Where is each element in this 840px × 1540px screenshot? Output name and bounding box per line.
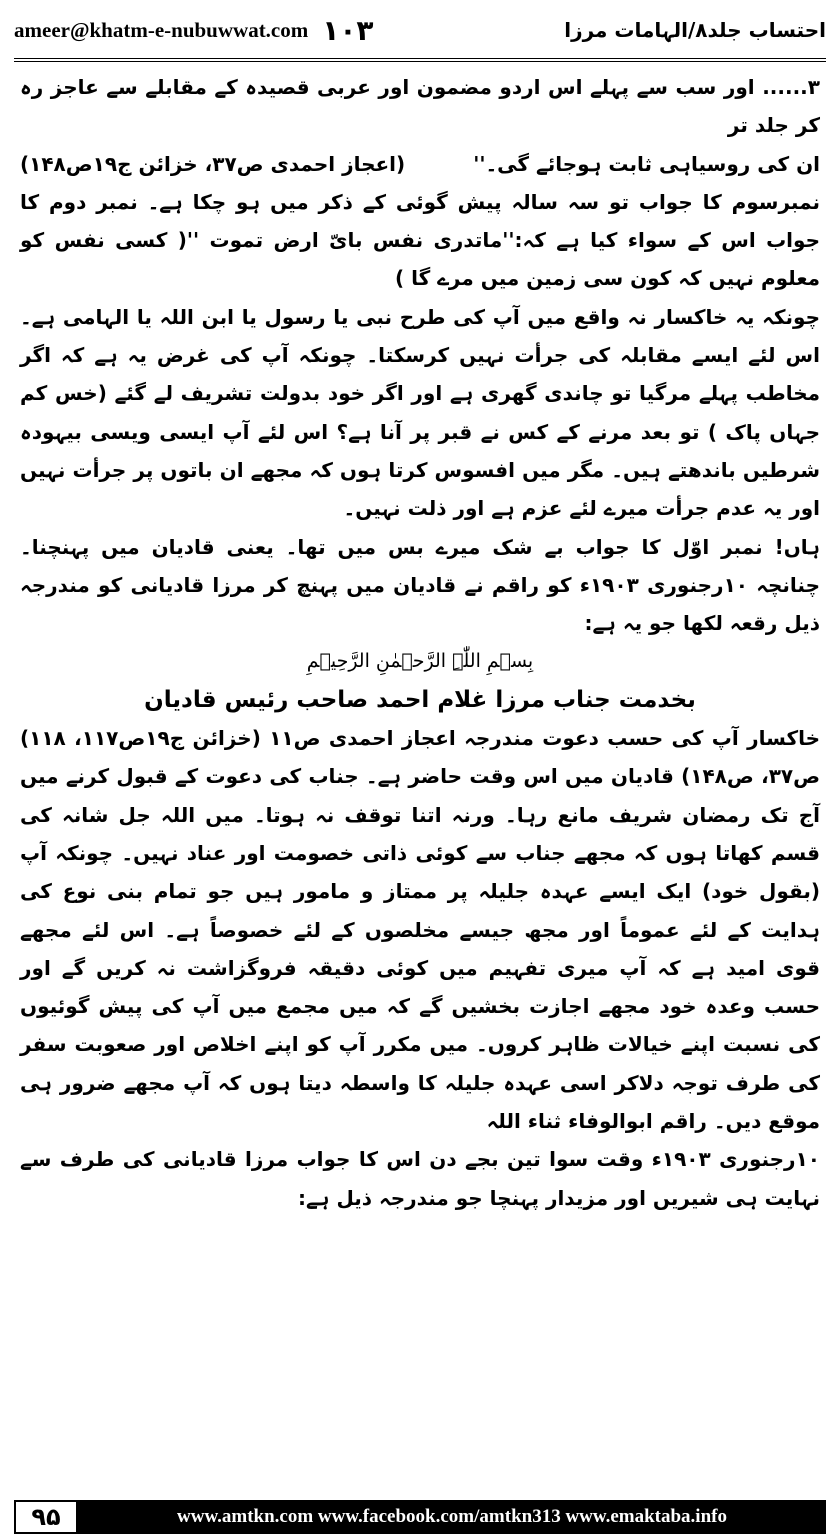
quote-line: ۳...... اور سب سے پہلے اس اردو مضمون اور عربی قصیدہ کے مقابلے سے عاجز رہ کر جلد تر [20, 75, 820, 138]
quote-reference: (اعجاز احمدی ص۳۷، خزائن ج۱۹ص۱۴۸) [20, 151, 406, 176]
quote-end-text: ان کی روسیاہی ثابت ہوجائے گی۔'' [473, 151, 820, 176]
closing-paragraph: ۱۰رجنوری ۱۹۰۳ء وقت سوا تین بجے دن اس کا جواب مرزا قادیانی کی طرف سے نہایت ہی شیریں اور مزیدار پہنچا جو مندرجہ ذیل ہے: [20, 1147, 820, 1210]
header-email: ameer@khatm-e-nubuwwat.com [14, 17, 309, 42]
footer-page-number: ۹۵ [14, 1500, 78, 1534]
header-title: احتساب جلد۸/الہامات مرزا [564, 18, 826, 42]
letter-address: بخدمت جناب مرزا غلام احمد صاحب رئیس قادیان [144, 686, 696, 713]
page-footer [14, 1500, 826, 1534]
header-rule [14, 58, 826, 62]
paragraph-2: چونکہ یہ خاکسار نہ واقع میں آپ کی طرح نبی یا رسول یا ابن اللہ یا الہامی ہے۔ اس لئے ایسے مقابلہ کی جرأت نہیں کرسکتا۔ چونکہ آپ کی غرض یہ ہے کہ اگر مخاطب پہلے مرگیا تو چاندی گھری ہے اور اگر خود بدولت تشریف لے گئے (خس کم جہاں پاک ) تو بعد مرنے کے کس نے قبر پر آنا ہے؟ اس لئے آپ ایسی ویسی بیہودہ شرطیں باندھتے ہیں۔ مگر میں افسوس کرتا ہوں کہ مجھے ان باتوں پر جرأت نہیں اور یہ عدم جرأت میرے لئے عزم ہے اور ذلت نہیں۔ [20, 304, 820, 521]
header-left [14, 14, 374, 47]
paragraph-1: نمبرسوم کا جواب تو سہ سالہ پیش گوئی کے ذکر میں ہو چکا ہے۔ نمبر دوم کا جواب اس کے سواء کیا ہے کہ:''ماتدری نفس بایّ ارض تموت ''( کسی نفس کو معلوم نہیں کہ کون سی زمین میں مرے گا ) [20, 189, 820, 291]
paragraph-3: ہاں! نمبر اوّل کا جواب بے شک میرے بس میں تھا۔ یعنی قادیان میں پہنچنا۔ چنانچہ ۱۰رجنوری ۱۹۰۳ء کو راقم نے قادیان میں پہنچ کر مرزا قادیانی کو مندرجہ ذیل رقعہ لکھا جو یہ ہے: [20, 534, 820, 636]
quote-end-row [20, 145, 820, 183]
header-page-number: ۱۰۳ [322, 13, 374, 47]
bismillah: بِسۡمِ اللّٰہِ الرَّحۡمٰنِ الرَّحِیۡمِ [306, 650, 534, 673]
letter-body: خاکسار آپ کی حسب دعوت مندرجہ اعجاز احمدی ص۱۱ (خزائن ج۱۹ص۱۱۷، ۱۱۸) ص۳۷، ص۱۴۸) قادیان میں اس وقت حاضر ہے۔ جناب کی دعوت کے قبول کرنے میں آج تک رمضان شریف مانع رہا۔ ورنہ اتنا توقف نہ ہوتا۔ میں اللہ جل شانہ کی قسم کھاتا ہوں کہ مجھے جناب سے کوئی ذاتی خصومت اور عناد نہیں۔ چونکہ آپ (بقول خود) ایک ایسے عہدہ جلیلہ پر ممتاز و مامور ہیں جو تمام بنی نوع کی ہدایت کے لئے عموماً اور مجھ جیسے مخلصوں کے لئے خصوصاً ہے۔ اس لئے مجھے قوی امید ہے کہ آپ میری تفہیم میں کوئی دقیقہ فروگزاشت نہ کریں گے اور حسب وعدہ خود مجھے اجازت بخشیں گے کہ میں مجمع میں آپ کی پیش گوئیوں کی نسبت اپنے خیالات ظاہر کروں۔ میں مکرر آپ کو اپنے اخلاص اور صعوبت سفر کی طرف توجہ دلاکر اسی عہدہ جلیلہ کا واسطہ دیتا ہوں کہ آپ مجھے ضرور ہی موقع دیں۔ راقم ابوالوفاء ثناء اللہ [20, 726, 821, 1134]
footer-urls: www.amtkn.com www.facebook.com/amtkn313 www.emaktaba.info [177, 1506, 727, 1527]
page-body [20, 68, 820, 1488]
page-header [14, 6, 826, 54]
